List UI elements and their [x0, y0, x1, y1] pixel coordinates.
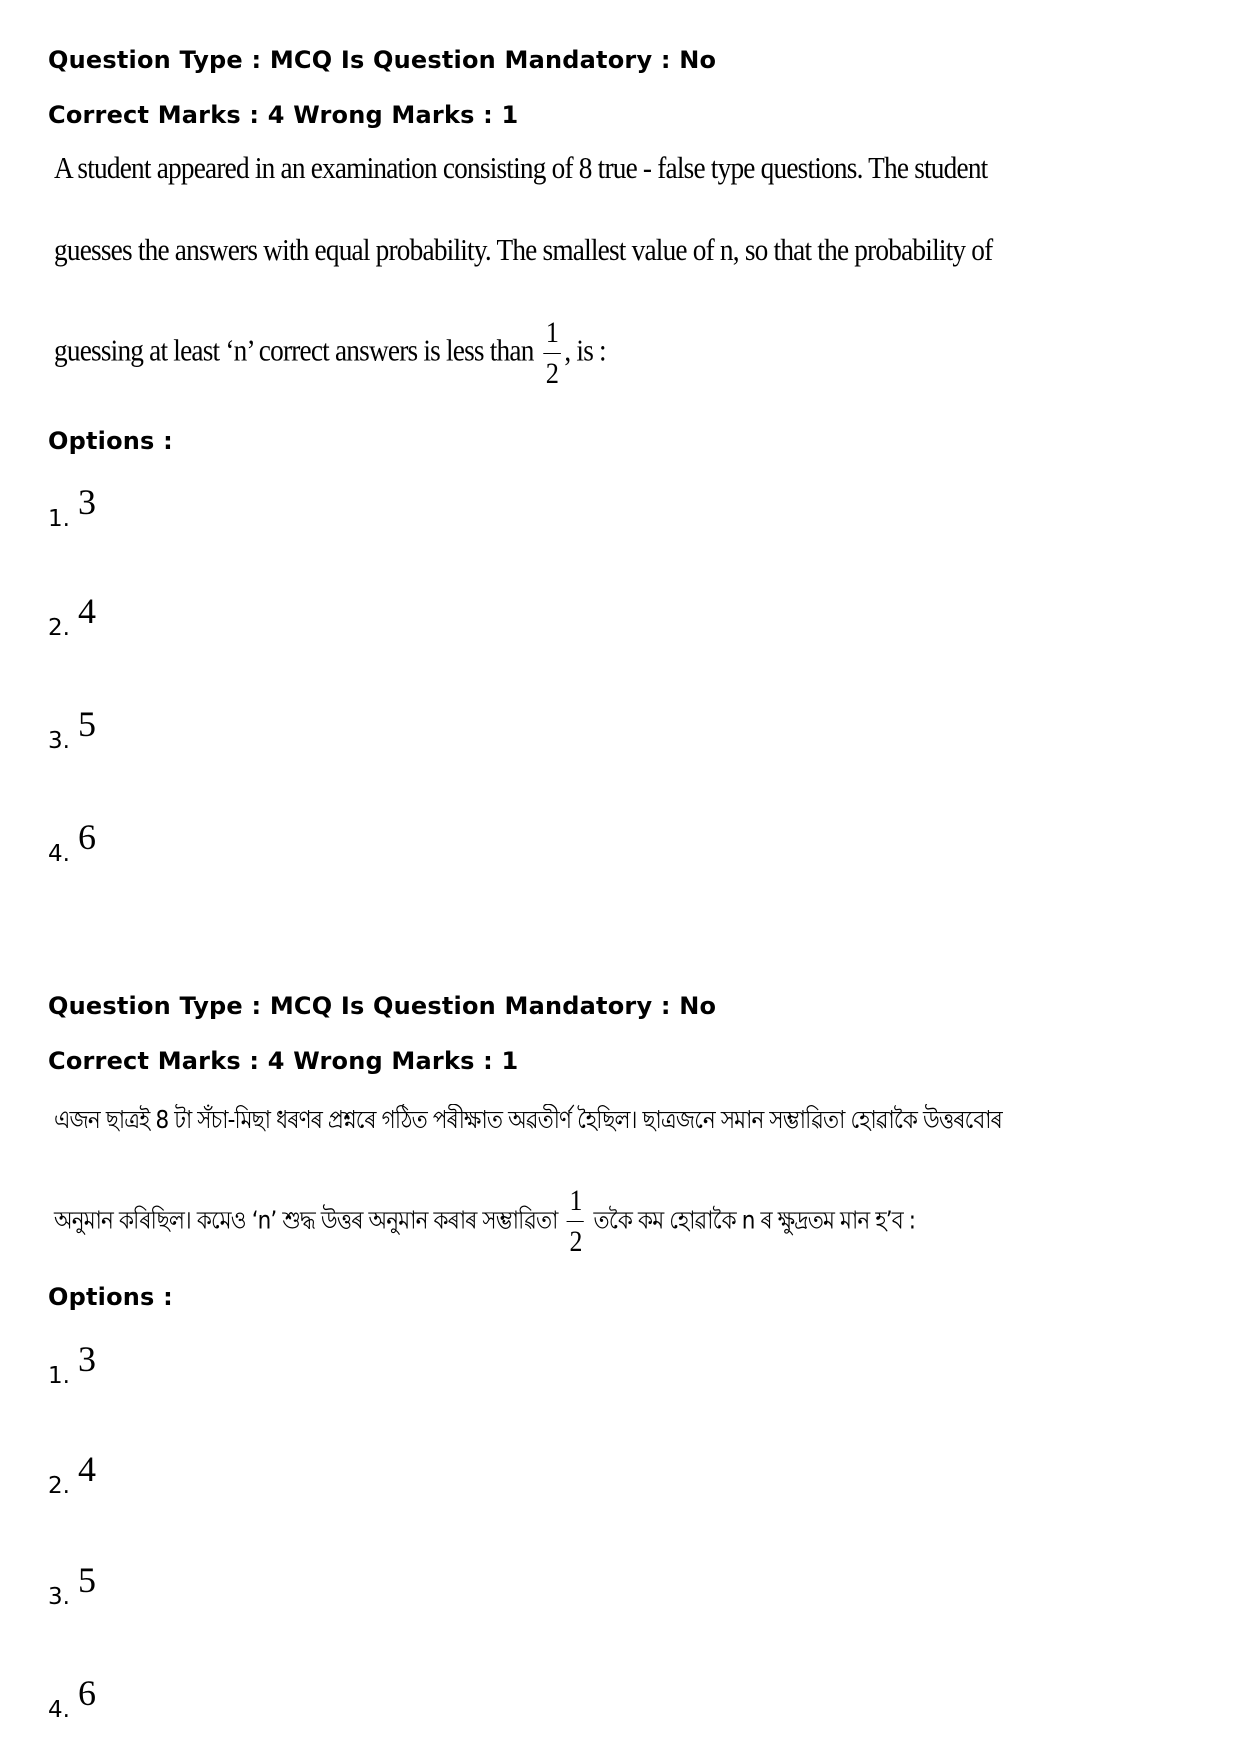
- question-2-marks-line: Correct Marks : 4 Wrong Marks : 1: [48, 1047, 519, 1075]
- option-value: 5: [77, 1560, 96, 1600]
- question-2-fraction: [567, 1186, 584, 1257]
- question-1-type-line: Question Type : MCQ Is Question Mandatory : No: [48, 46, 717, 74]
- fraction-denominator: 2: [569, 1225, 582, 1258]
- question-2-text-line-2: [54, 1186, 915, 1257]
- question-2-option-2: [48, 1449, 96, 1502]
- question-1-text-line-2: guesses the answers with equal probability. The smallest value of n, so that the probability of: [54, 232, 993, 267]
- option-value: 6: [77, 817, 96, 857]
- option-value: 4: [77, 1449, 96, 1489]
- option-number: 1.: [48, 506, 70, 532]
- fraction-bar: [543, 353, 561, 354]
- question-2-text-line-1: এজন ছাত্ৰই 8 টা সঁচা-মিছা ধৰণৰ প্ৰশ্নৰে গঠিত পৰীক্ষাত অৱতীৰ্ণ হৈছিল। ছাত্ৰজনে সমান সম্ভাৱিতা হোৱাকৈ উত্তৰবোৰ: [54, 1105, 1002, 1134]
- question-1-text-line-3-before: guessing at least ‘n’ correct answers is less than: [54, 332, 534, 368]
- option-number: 4.: [48, 1697, 70, 1723]
- question-2-type-line: Question Type : MCQ Is Question Mandatory : No: [48, 992, 717, 1020]
- question-1-text-line-1: A student appeared in an examination consisting of 8 true - false type questions. The student: [54, 150, 988, 185]
- question-2-option-4: [48, 1673, 96, 1726]
- fraction-denominator: 2: [545, 357, 559, 390]
- question-1-option-1: [48, 482, 96, 535]
- option-value: 4: [77, 591, 96, 631]
- question-2-text-line-2-before: অনুমান কৰিছিল। কমেও ‘n’ শুদ্ধ উত্তৰ অনুমান কৰাৰ সম্ভাৱিতা: [54, 1205, 558, 1235]
- option-number: 4.: [48, 841, 70, 867]
- question-1-marks-line: Correct Marks : 4 Wrong Marks : 1: [48, 101, 519, 129]
- question-2-option-3: [48, 1560, 96, 1613]
- fraction-bar: [567, 1221, 584, 1222]
- question-2-text-line-2-after: তকৈ কম হোৱাকৈ n ৰ ক্ষুদ্ৰতম মান হ’ব :: [593, 1205, 916, 1235]
- fraction-numerator: 1: [569, 1184, 582, 1217]
- option-value: 6: [77, 1673, 96, 1713]
- option-number: 3.: [48, 728, 70, 754]
- question-1-text-line-3: [54, 318, 606, 389]
- question-1-options-label: Options :: [48, 427, 173, 455]
- option-number: 2.: [48, 615, 70, 641]
- question-1-fraction: [543, 318, 561, 389]
- option-number: 2.: [48, 1473, 70, 1499]
- question-1-option-4: [48, 817, 96, 870]
- question-1-text-line-3-after: , is :: [564, 332, 606, 368]
- option-number: 3.: [48, 1584, 70, 1610]
- option-number: 1.: [48, 1363, 70, 1389]
- question-2-options-label: Options :: [48, 1283, 173, 1311]
- fraction-numerator: 1: [545, 316, 559, 349]
- option-value: 5: [77, 704, 96, 744]
- question-1-option-3: [48, 704, 96, 757]
- question-1-option-2: [48, 591, 96, 644]
- option-value: 3: [77, 1339, 96, 1379]
- option-value: 3: [77, 482, 96, 522]
- question-2-option-1: [48, 1339, 96, 1392]
